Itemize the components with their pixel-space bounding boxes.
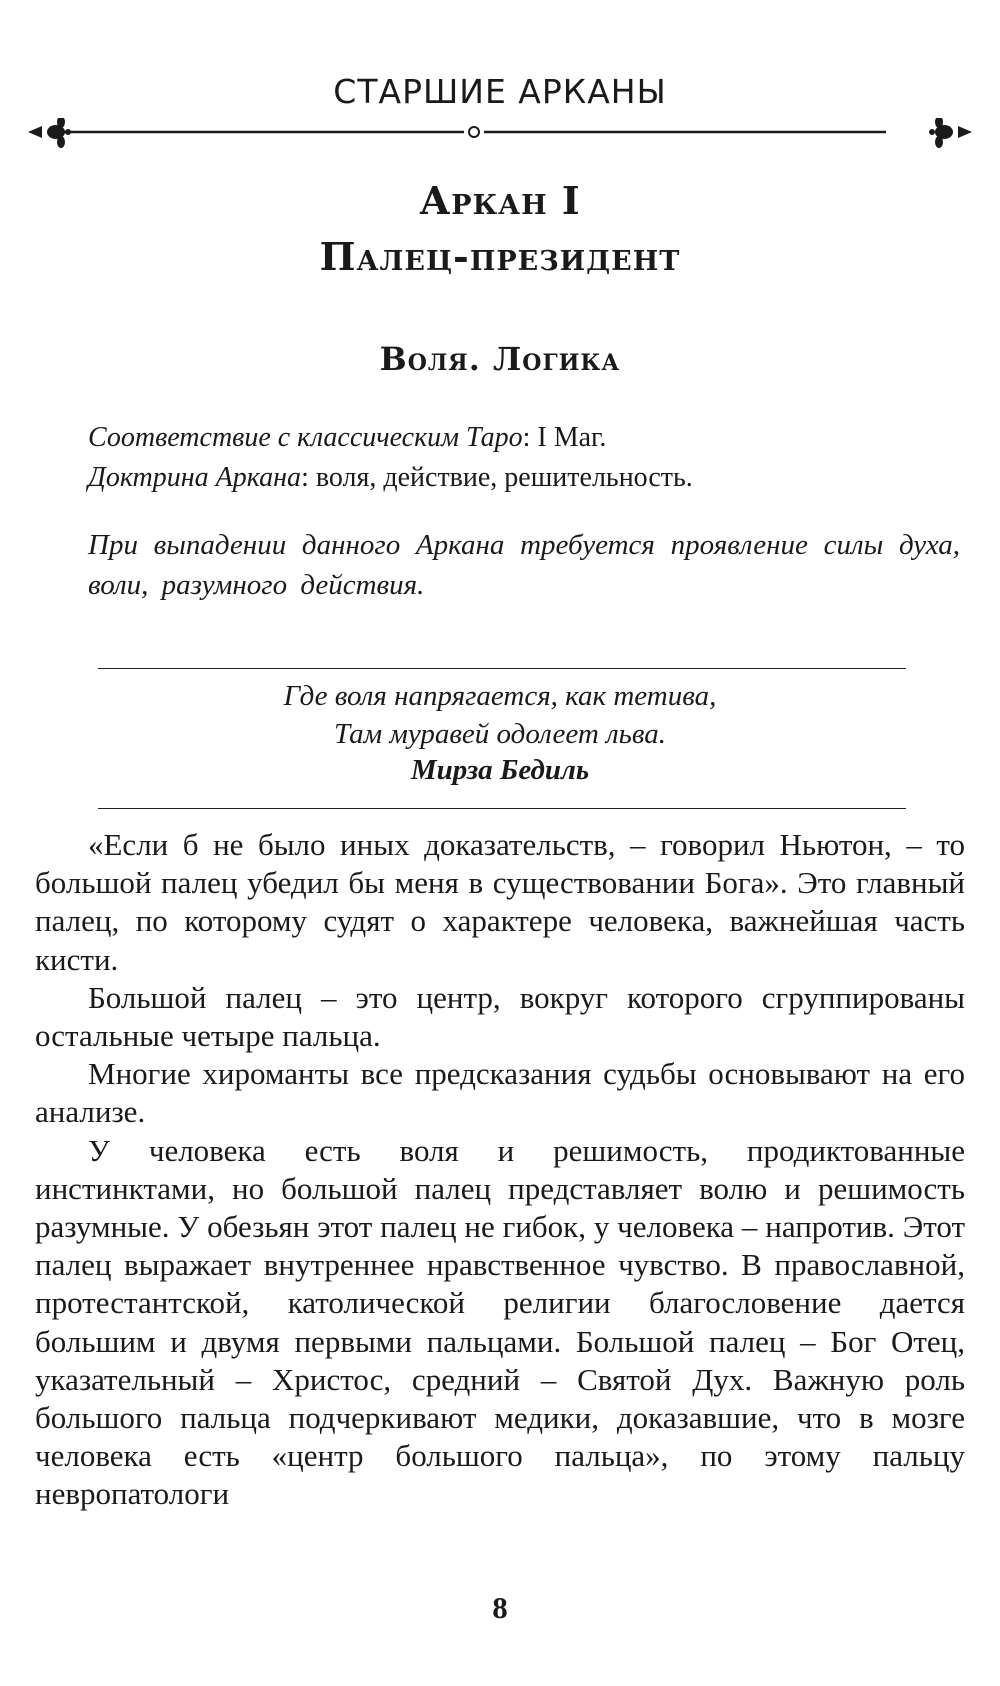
header-ornament [28, 118, 972, 166]
paragraph: Большой палец – это центр, вокруг которого сгруппированы остальные четыре пальца. [35, 979, 965, 1054]
paragraph: Многие хироманты все предсказания судьбы основывают на его анализе. [35, 1056, 965, 1130]
tarot-correspondence [88, 422, 948, 454]
chapter-title-line2: Палец-президент [319, 234, 681, 279]
body-text [35, 826, 965, 1514]
correspondence-label: Соответствие с классическим Таро [88, 422, 523, 453]
paragraph: У человека есть воля и решимость, продиктованные инстинктами, но большой палец представляет волю и решимость разумные. У обезьян этот палец не гибок, у человека – напротив. Этот палец выражает внутреннее нравственное чувство. В православной, протестантской, католической религии благословение дается большим и двумя первыми пальцами. Большой палец – Бог Отец, указательный – Христос, средний – Святой Дух. Важную роль большого пальца подчеркивают медики, доказавшие, что в мозге человека есть «центр большого пальца», по этому пальцу невропатологи [35, 1132, 965, 1512]
doctrine-label: Доктрина Аркана [88, 462, 302, 493]
epigraph-line-2: Там муравей одолеет льва. [333, 718, 666, 750]
arcana-doctrine [88, 462, 948, 494]
epigraph-line-1: Где воля напрягается, как тетива, [283, 680, 717, 712]
running-header: СТАРШИЕ АРКАНЫ [333, 72, 667, 111]
epigraph-rule-top [98, 668, 906, 669]
chapter-subtitle: Воля. Логика [379, 340, 621, 378]
paragraph: «Если б не было иных доказательств, – говорил Ньютон, – то большой палец убедил бы меня в существовании Бога». Это главный палец, по которому судят о характере человека, важнейшая часть кисти. [35, 827, 965, 977]
doctrine-value: : воля, действие, решительность. [301, 462, 693, 493]
epigraph-author: Мирза Бедиль [410, 754, 590, 786]
chapter-title: Аркан I [419, 178, 581, 223]
epigraph-rule-bottom [98, 808, 906, 809]
page-number: 8 [492, 1590, 508, 1625]
correspondence-value: : I Маг. [522, 422, 607, 453]
intro-paragraph: При выпадении данного Аркана требуется проявление силы духа, воли, разумного действия. [88, 529, 960, 601]
